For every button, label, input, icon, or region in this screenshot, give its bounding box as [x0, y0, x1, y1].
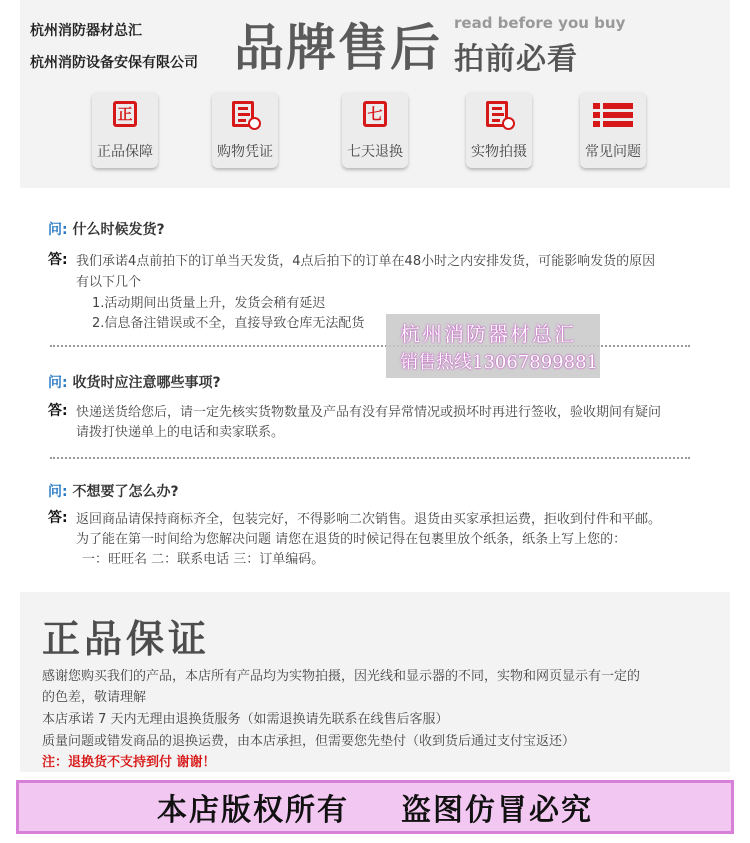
- company-name-secondary: 杭州消防设备安保有限公司: [30, 55, 198, 71]
- faq-question-return: [48, 481, 179, 501]
- seven-day-icon: [360, 101, 390, 129]
- genuine-text-line: 本店承诺 7 天内无理由退换货服务（如需退换请先联系在线售后客服）: [42, 712, 449, 727]
- answer-mark-label: 答:: [48, 403, 68, 419]
- genuine-guarantee-section: [20, 592, 730, 772]
- answer-line: 我们承诺4点前拍下的订单当天发货，4点后拍下的订单在48小时之内安排发货，可能影响发货的原因: [76, 254, 656, 269]
- dotted-divider: [50, 457, 690, 459]
- look-before-title: 拍前必看: [454, 42, 578, 77]
- answer-line: 2.信息备注错误或不全，直接导致仓库无法配货: [92, 316, 365, 331]
- anti-theft-text: 盗图仿冒必究: [401, 793, 593, 828]
- read-before-subtitle: read before you buy: [454, 14, 626, 32]
- genuine-text-line: 质量问题或错发商品的退换运费，由本店承担，但需要您先垫付（收到货后通过支付宝返还）: [42, 734, 576, 749]
- brand-title: 品牌售后: [234, 19, 442, 77]
- question-mark-label: 问:: [48, 375, 68, 391]
- icon-card-real-photo[interactable]: [466, 92, 532, 168]
- icon-card-seven-day-return[interactable]: [342, 92, 408, 168]
- question-mark-label: 问:: [48, 484, 68, 500]
- faq-section: [20, 205, 730, 575]
- answer-line: 1.活动期间出货量上升，发货会稍有延迟: [92, 296, 326, 311]
- faq-question-shipping: [48, 219, 165, 239]
- icon-card-genuine-guarantee[interactable]: [92, 92, 158, 168]
- company-name-primary: 杭州消防器材总汇: [30, 23, 142, 39]
- icon-label-faq: 常见问题: [585, 144, 641, 160]
- faq-question-receiving: [48, 372, 221, 392]
- icon-card-purchase-receipt[interactable]: [212, 92, 278, 168]
- hotline-watermark: [386, 314, 600, 378]
- answer-mark-label: 答:: [48, 252, 68, 268]
- icon-label-seven-day-return: 七天退换: [347, 144, 403, 160]
- genuine-shield-icon: [110, 101, 140, 129]
- icon-card-faq[interactable]: [580, 92, 646, 168]
- genuine-title: 正品保证: [42, 617, 211, 661]
- receipt-icon: [230, 101, 260, 129]
- watermark-hotline: 销售热线13067899881: [400, 352, 598, 373]
- question-mark-label: 问:: [48, 222, 68, 238]
- icon-label-real-photo: 实物拍摄: [471, 144, 527, 160]
- answer-line: 返回商品请保持商标齐全，包装完好，不得影响二次销售。退货由买家承担运费，拒收到付件和平邮。: [76, 512, 662, 527]
- question-text: 收货时应注意哪些事项?: [72, 375, 221, 391]
- answer-line: 请拨打快递单上的电话和卖家联系。: [76, 425, 285, 440]
- genuine-icon-glyph: 正: [117, 105, 133, 123]
- icon-label-genuine-guarantee: 正品保障: [97, 144, 153, 160]
- icon-label-purchase-receipt: 购物凭证: [217, 144, 273, 160]
- question-text: 不想要了怎么办?: [72, 484, 179, 500]
- faq-list-icon: [593, 101, 633, 129]
- genuine-text-line: 的色差，敬请理解: [42, 690, 147, 705]
- brand-header: [20, 0, 730, 188]
- answer-mark-label: 答:: [48, 510, 68, 526]
- answer-line: 快递送货给您后，请一定先核实货物数量及产品有没有异常情况或损坏时再进行签收，验收期间有疑问: [76, 405, 662, 420]
- answer-line: 有以下几个: [76, 275, 142, 290]
- genuine-text-line: 感谢您购买我们的产品，本店所有产品均为实物拍摄，因光线和显示器的不同，实物和网页显示有一定的: [42, 669, 641, 684]
- return-warning: 注：退换货不支持到付 谢谢！: [42, 755, 216, 770]
- service-icons-row: [20, 88, 730, 178]
- question-text: 什么时候发货?: [72, 222, 165, 238]
- copyright-banner: [16, 780, 734, 834]
- watermark-company: 杭州消防器材总汇: [400, 322, 576, 346]
- answer-line: 为了能在第一时间给为您解决问题 请您在退货的时候记得在包裹里放个纸条，纸条上写上您的：: [76, 532, 627, 547]
- copyright-text: 本店版权所有: [157, 793, 349, 828]
- answer-line: 一：旺旺名 二：联系电话 三：订单编码。: [82, 552, 325, 567]
- seven-day-icon-glyph: 七: [367, 105, 383, 123]
- photo-doc-icon: [484, 101, 514, 129]
